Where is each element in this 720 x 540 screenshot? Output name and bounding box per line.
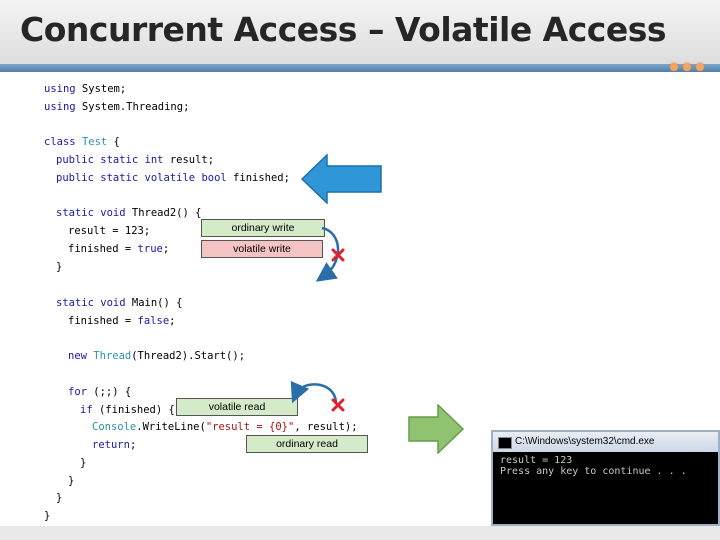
code-line: finished = false; (68, 315, 176, 327)
code-line: result = 123; (68, 225, 151, 237)
arrow-left-icon (301, 154, 383, 204)
console-output-line: Press any key to continue . . . (500, 466, 687, 477)
slide-title: Concurrent Access – Volatile Access (20, 10, 667, 49)
code-line: } (68, 475, 75, 487)
code-line: return; (92, 439, 137, 451)
console-title: C:\Windows\system32\cmd.exe (515, 436, 655, 447)
volatile-read-label: volatile read (176, 398, 298, 416)
ordinary-read-label: ordinary read (246, 435, 368, 453)
bottom-strip (0, 526, 720, 540)
volatile-write-label: volatile write (201, 240, 323, 258)
console-window (491, 430, 720, 526)
code-line: using System; (44, 83, 127, 95)
decor-dot-icon (696, 63, 704, 71)
code-line: static void Main() { (56, 297, 183, 309)
code-line: } (56, 261, 63, 273)
console-titlebar (493, 432, 718, 452)
arrow-right-icon (408, 404, 464, 454)
code-line: new Thread(Thread2).Start(); (68, 350, 246, 362)
decor-dot-icon (683, 63, 691, 71)
code-line: using System.Threading; (44, 101, 190, 113)
code-line: class Test { (44, 136, 120, 148)
code-line: public static volatile bool finished; (56, 172, 290, 184)
code-line: for (;;) { (68, 386, 132, 398)
cross-icon (330, 397, 346, 413)
ordinary-write-label: ordinary write (201, 219, 325, 237)
console-window-icon (498, 437, 512, 449)
code-line: } (44, 510, 51, 522)
code-line: finished = true; (68, 243, 170, 255)
code-line: public static int result; (56, 154, 215, 166)
cross-icon (330, 247, 346, 263)
code-line: } (56, 492, 63, 504)
console-output-line: result = 123 (500, 455, 573, 466)
title-underline (0, 64, 720, 72)
decor-dot-icon (670, 63, 678, 71)
code-line: if (finished) { (80, 404, 175, 416)
code-line: } (80, 457, 87, 469)
code-line: static void Thread2() { (56, 207, 202, 219)
code-line: Console.WriteLine("result = {0}", result); (92, 421, 358, 433)
